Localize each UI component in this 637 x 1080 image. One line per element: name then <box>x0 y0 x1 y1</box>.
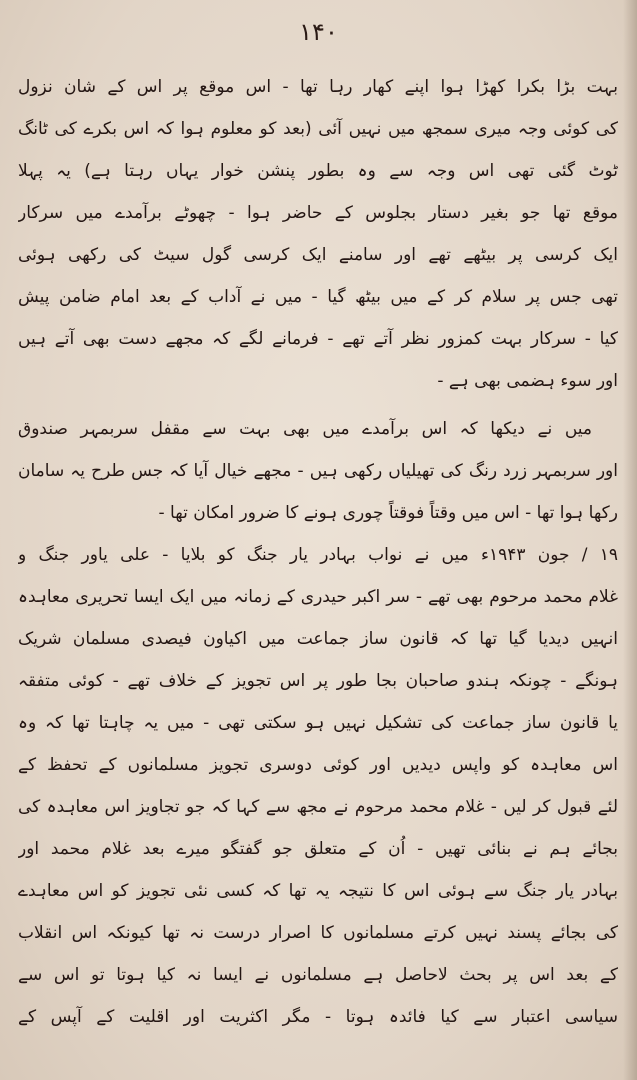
page-number: ۱۴۰ <box>299 18 338 46</box>
text-line-7: کیا - سرکار بہت کمزور نظر آتے تھے - فرمانے لگے کہ مجھے دست بھی آتے ہیں <box>18 329 618 349</box>
text-line-4: موقع تھا جو بغیر دستار بجلوس کے حاضر ہوا - چھوٹے برآمدے میں سرکار <box>18 203 618 223</box>
text-line-23: سیاسی اعتبار سے کیا فائدہ ہوتا - مگر اکثریت اور اقلیت کے آپس کے <box>18 1007 618 1027</box>
text-line-22: کے بعد اس پر بحث لاحاصل ہے مسلمانوں نے ایسا نہ کیا ہوتا تو اس سے <box>18 965 618 985</box>
text-line-18: لئے قبول کر لیں - غلام محمد مرحوم نے مجھ سے کہا کہ جو تجاویز اس معاہدہ کی <box>18 797 618 817</box>
page-body-text <box>18 66 618 1038</box>
text-line-20: بہادر یار جنگ سے ہوئی اس کا نتیجہ یہ تھا کہ کسی نئی تجویز کو اس معاہدے <box>18 881 618 901</box>
text-line-13: غلام محمد مرحوم بھی تھے - سر اکبر حیدری کے زمانہ میں ایک ایسا تحریری معاہدہ <box>18 587 618 607</box>
text-line-21: کی بجائے پسند نہیں کرتے مسلمانوں کا اصرار درست نہ تھا کیونکہ اس انقلاب <box>18 923 618 943</box>
text-line-19: بجائے ہم نے بنائی تھیں - اُن کے متعلق جو گفتگو میرے بعد غلام محمد اور <box>18 839 618 859</box>
text-line-15: ہونگے - چونکہ ہندو صاحبان بجا طور پر اس تجویز کے خلاف تھے - کوئی متفقہ <box>18 671 618 691</box>
text-line-12: ۱۹ / جون ۱۹۴۳ء میں نے نواب بہادر یار جنگ کو بلایا - علی یاور جنگ و <box>18 545 618 565</box>
text-line-17: اس معاہدہ کو واپس دیدیں اور کوئی دوسری تجویز مسلمانوں کے تحفظ کے <box>18 755 618 775</box>
text-line-3: ٹوٹ گئی تھی اس وجہ سے وہ بطور پنشن خوار یہاں رہتا ہے) یہ پہلا <box>18 161 618 181</box>
text-line-8: اور سوء ہضمی بھی ہے - <box>437 371 618 391</box>
text-line-10: اور سربمہر زرد رنگ کی تھیلیاں رکھی ہیں - مجھے خیال آیا کہ جس طرح یہ سامان <box>18 461 618 481</box>
text-line-16: یا قانون ساز جماعت کی تشکیل نہیں ہو سکتی تھی - میں یہ چاہتا تھا کہ وہ <box>18 713 618 733</box>
text-line-9: میں نے دیکھا کہ اس برآمدے میں بھی بہت سے مقفل سربمہر صندوق <box>18 419 592 439</box>
text-line-1: بہت بڑا بکرا کھڑا ہوا اپنے کھار رہا تھا - اس موقع پر اس کے شان نزول <box>18 77 618 97</box>
text-line-6: تھی جس پر سلام کر کے میں بیٹھ گیا - میں نے آداب کے بعد امام ضامن پیش <box>18 287 618 307</box>
text-line-5: ایک کرسی پر بیٹھے تھے اور سامنے ایک کرسی گول سیٹ کی رکھی ہوئی <box>18 245 618 265</box>
page-edge-shadow <box>623 0 637 1080</box>
text-line-14: انہیں دیدیا گیا تھا کہ قانون ساز جماعت میں اکیاون فیصدی مسلمان شریک <box>18 629 618 649</box>
text-line-11: رکھا ہوا تھا - اس میں وقتاً فوقتاً چوری ہونے کا ضرور امکان تھا - <box>158 503 618 523</box>
text-line-2: کی کوئی وجہ میری سمجھ میں نہیں آئی (بعد کو معلوم ہوا کہ اس بکرے کی ٹانگ <box>18 119 618 139</box>
